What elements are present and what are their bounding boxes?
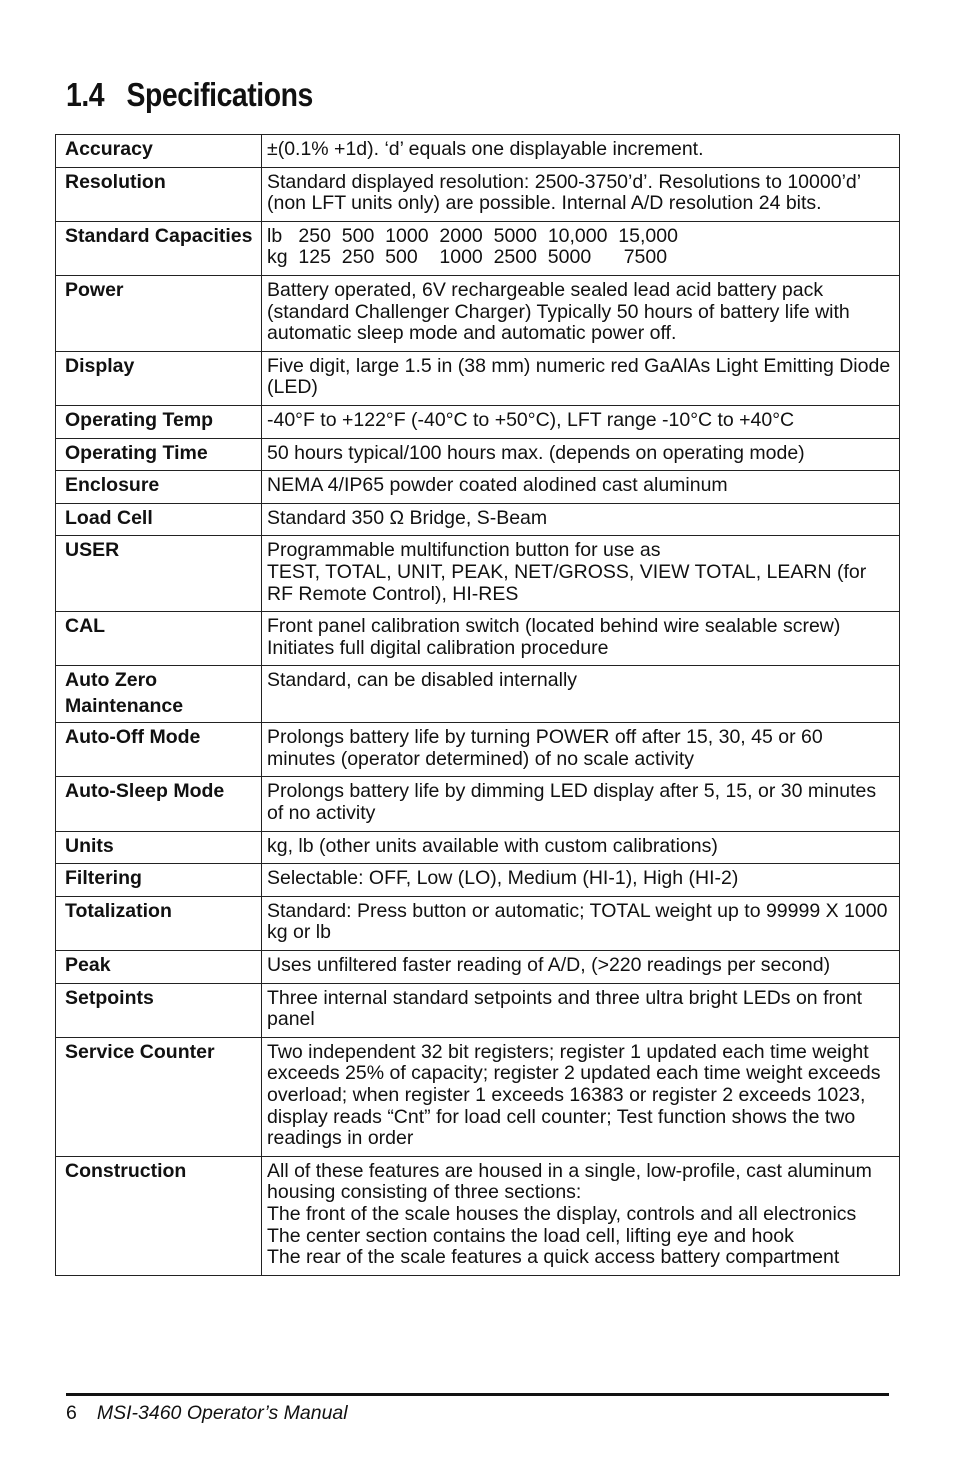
spec-value-line: Two independent 32 bit registers; register 1 updated each time weight exceeds 25% of capacity; register 2 updated each time weight exceeds overload; when register 1 exceeds 16383 or register 2 exceeds 1023, display reads “Cnt” for load cell counter; Test function shows the two readings in order	[267, 1040, 881, 1150]
spec-label: Enclosure	[56, 471, 262, 504]
spec-value-line: Prolongs battery life by turning POWER off after 15, 30, 45 or 60 minutes (operator determined) of no scale activity	[267, 726, 823, 770]
spec-value-line: Three internal standard setpoints and three ultra bright LEDs on front panel	[267, 986, 863, 1031]
spec-label: Auto-Off Mode	[56, 723, 262, 777]
spec-row	[56, 275, 900, 351]
spec-row	[56, 167, 900, 221]
spec-label: Resolution	[56, 167, 262, 221]
spec-value	[262, 135, 900, 168]
spec-label: Power	[56, 275, 262, 351]
spec-value-line: Standard, can be disabled internally	[267, 669, 578, 692]
spec-value-line: All of these features are housed in a single, low-profile, cast aluminum housing consisting of three sections:	[267, 1159, 872, 1204]
spec-value-line: ±(0.1% +1d). ‘d’ equals one displayable increment.	[267, 138, 704, 160]
spec-value-line: The center section contains the load cell, lifting eye and hook	[267, 1224, 794, 1247]
spec-value-line: Selectable: OFF, Low (LO), Medium (HI-1), High (HI-2)	[267, 867, 739, 890]
spec-value-line: NEMA 4/IP65 powder coated alodined cast aluminum	[267, 474, 728, 497]
spec-row	[56, 438, 900, 471]
spec-value-line: Standard displayed resolution: 2500-3750’d’. Resolutions to 10000’d’ (non LFT units only) are possible. Internal A/D resolution 24 bits.	[267, 170, 861, 215]
spec-value-line: kg, lb (other units available with custom calibrations)	[267, 834, 718, 857]
spec-value	[262, 983, 900, 1037]
spec-label: USER	[56, 536, 262, 612]
spec-value-line: Battery operated, 6V rechargeable sealed lead acid battery pack (standard Challenger Charger) Typically 50 hours of battery life with automatic sleep mode and automatic power off.	[267, 278, 850, 345]
spec-label: Units	[56, 831, 262, 864]
spec-value-line: Uses unfiltered faster reading of A/D, (>220 readings per second)	[267, 954, 831, 977]
spec-label: Peak	[56, 951, 262, 984]
spec-value	[262, 536, 900, 612]
spec-label: Totalization	[56, 896, 262, 950]
spec-row	[56, 777, 900, 831]
section-heading	[66, 76, 313, 114]
spec-label: Standard Capacities	[56, 221, 262, 275]
spec-row	[56, 612, 900, 666]
spec-value-line: Standard 350 Ω Bridge, S-Beam	[267, 506, 548, 529]
spec-value	[262, 896, 900, 950]
spec-value	[262, 438, 900, 471]
spec-value-line: Standard: Press button or automatic; TOTAL weight up to 99999 X 1000 kg or lb	[267, 899, 888, 944]
spec-row	[56, 536, 900, 612]
spec-label: Service Counter	[56, 1037, 262, 1156]
spec-row	[56, 221, 900, 275]
spec-row	[56, 831, 900, 864]
spec-label: Filtering	[56, 864, 262, 897]
spec-value	[262, 275, 900, 351]
spec-value-line: Five digit, large 1.5 in (38 mm) numeric red GaAlAs Light Emitting Diode (LED)	[267, 354, 891, 399]
spec-row	[56, 983, 900, 1037]
spec-value-line: kg 125 250 500 1000 2500 5000 7500	[267, 246, 668, 269]
spec-row	[56, 1156, 900, 1275]
spec-label: Accuracy	[56, 135, 262, 168]
spec-row	[56, 135, 900, 168]
spec-value	[262, 503, 900, 536]
spec-label: Display	[56, 351, 262, 405]
spec-label: Auto-Sleep Mode	[56, 777, 262, 831]
spec-row	[56, 864, 900, 897]
spec-value-line: TEST, TOTAL, UNIT, PEAK, NET/GROSS, VIEW TOTAL, LEARN (for RF Remote Control), HI-RES	[267, 560, 867, 605]
page-number: 6	[66, 1402, 77, 1424]
specifications-table-body	[56, 135, 900, 1276]
spec-label: Setpoints	[56, 983, 262, 1037]
spec-value-line: Prolongs battery life by dimming LED display after 5, 15, or 30 minutes of no activity	[267, 780, 877, 825]
spec-row	[56, 723, 900, 777]
spec-row	[56, 471, 900, 504]
spec-value	[262, 777, 900, 831]
spec-row	[56, 1037, 900, 1156]
spec-value	[262, 723, 900, 777]
spec-row	[56, 351, 900, 405]
spec-value-line: Programmable multifunction button for use as	[267, 539, 661, 562]
spec-value	[262, 221, 900, 275]
spec-label: Construction	[56, 1156, 262, 1275]
specifications-table	[55, 134, 900, 1276]
spec-row	[56, 896, 900, 950]
spec-label: Load Cell	[56, 503, 262, 536]
spec-label: CAL	[56, 612, 262, 666]
section-title: Specifications	[126, 76, 313, 113]
spec-label: Auto Zero Maintenance	[56, 666, 262, 723]
spec-value-line: 50 hours typical/100 hours max. (depends on operating mode)	[267, 441, 805, 464]
footer-rule	[66, 1393, 889, 1396]
spec-value-line: The front of the scale houses the display, controls and all electronics	[267, 1202, 857, 1225]
spec-value	[262, 471, 900, 504]
section-number: 1.4	[66, 76, 105, 113]
spec-value	[262, 864, 900, 897]
spec-value-line: lb 250 500 1000 2000 5000 10,000 15,000	[267, 224, 678, 247]
spec-value	[262, 1156, 900, 1275]
page-footer	[66, 1402, 348, 1425]
spec-value	[262, 612, 900, 666]
spec-value	[262, 1037, 900, 1156]
spec-value	[262, 831, 900, 864]
spec-value-line: Front panel calibration switch (located behind wire sealable screw) Initiates full digital calibration procedure	[267, 615, 841, 659]
spec-label: Operating Time	[56, 438, 262, 471]
spec-value	[262, 167, 900, 221]
spec-value-line: The rear of the scale features a quick access battery compartment	[267, 1246, 840, 1269]
spec-row	[56, 405, 900, 438]
manual-title: MSI-3460 Operator’s Manual	[96, 1402, 348, 1424]
spec-row	[56, 951, 900, 984]
spec-value	[262, 351, 900, 405]
spec-value	[262, 951, 900, 984]
spec-row	[56, 503, 900, 536]
spec-value	[262, 405, 900, 438]
spec-label: Operating Temp	[56, 405, 262, 438]
spec-value-line: -40°F to +122°F (-40°C to +50°C), LFT range -10°C to +40°C	[267, 408, 795, 431]
spec-row	[56, 666, 900, 723]
spec-value	[262, 666, 900, 723]
